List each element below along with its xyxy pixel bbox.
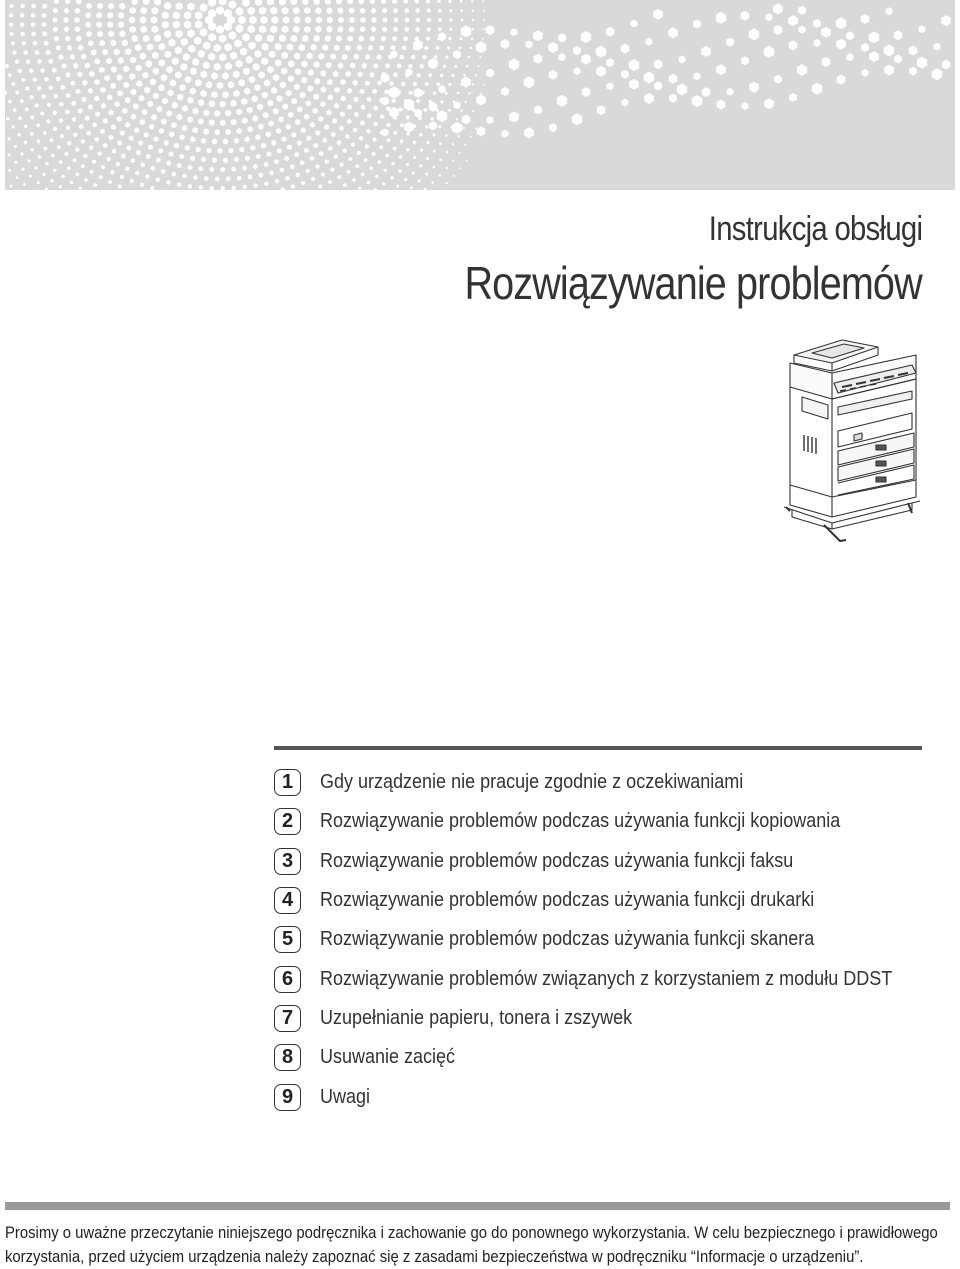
chapter-number-badge: 9 — [274, 1084, 301, 1111]
toc-divider — [274, 746, 922, 750]
footer-line-1: Prosimy o uważne przeczytanie niniejszego podręcznika i zachowanie go do ponownego wykorzystania. W celu bezpiecznego i prawidłowego — [5, 1224, 938, 1242]
toc-item[interactable] — [274, 881, 934, 920]
chapter-title: Rozwiązywanie problemów związanych z korzystaniem z modułu DDST — [320, 967, 893, 990]
chapter-title: Rozwiązywanie problemów podczas używania funkcji skanera — [320, 928, 815, 951]
chapter-title: Uzupełnianie papieru, tonera i zszywek — [320, 1006, 633, 1029]
footer-notice — [5, 1221, 950, 1269]
footer-line-2: korzystania, przed użyciem urządzenia należy zapoznać się z zasadami bezpieczeństwa w podręczniku “Informacje o urządzeniu”. — [5, 1248, 864, 1266]
chapter-number-badge: 5 — [274, 926, 301, 953]
chapter-number-badge: 2 — [274, 808, 301, 835]
chapter-number-badge: 4 — [274, 887, 301, 914]
chapter-number-badge: 6 — [274, 966, 301, 993]
chapter-number-badge: 3 — [274, 848, 301, 875]
chapter-title: Gdy urządzenie nie pracuje zgodnie z oczekiwaniami — [320, 771, 744, 794]
chapter-title: Rozwiązywanie problemów podczas używania funkcji drukarki — [320, 889, 815, 912]
chapter-title: Uwagi — [320, 1085, 371, 1108]
toc-item[interactable] — [274, 802, 934, 841]
halftone-pattern-icon — [5, 0, 955, 190]
footer-divider — [5, 1202, 950, 1210]
copier-icon — [782, 335, 922, 550]
chapter-title: Rozwiązywanie problemów podczas używania funkcji kopiowania — [320, 810, 841, 833]
table-of-contents — [274, 763, 934, 1117]
document-subtitle: Instrukcja obsługi — [708, 210, 922, 248]
toc-item[interactable] — [274, 999, 934, 1038]
chapter-number-badge: 8 — [274, 1044, 301, 1071]
toc-item[interactable] — [274, 920, 934, 959]
chapter-number-badge: 7 — [274, 1005, 301, 1032]
toc-item[interactable] — [274, 959, 934, 998]
chapter-title: Rozwiązywanie problemów podczas używania funkcji faksu — [320, 849, 794, 872]
toc-item[interactable] — [274, 842, 934, 881]
copier-illustration — [782, 335, 922, 550]
chapter-title: Usuwanie zacięć — [320, 1046, 456, 1069]
chapter-number-badge: 1 — [274, 769, 301, 796]
halftone-banner — [5, 0, 955, 190]
document-title: Rozwiązywanie problemów — [464, 257, 922, 309]
toc-item[interactable] — [274, 1077, 934, 1116]
toc-item[interactable] — [274, 763, 934, 802]
toc-item[interactable] — [274, 1038, 934, 1077]
